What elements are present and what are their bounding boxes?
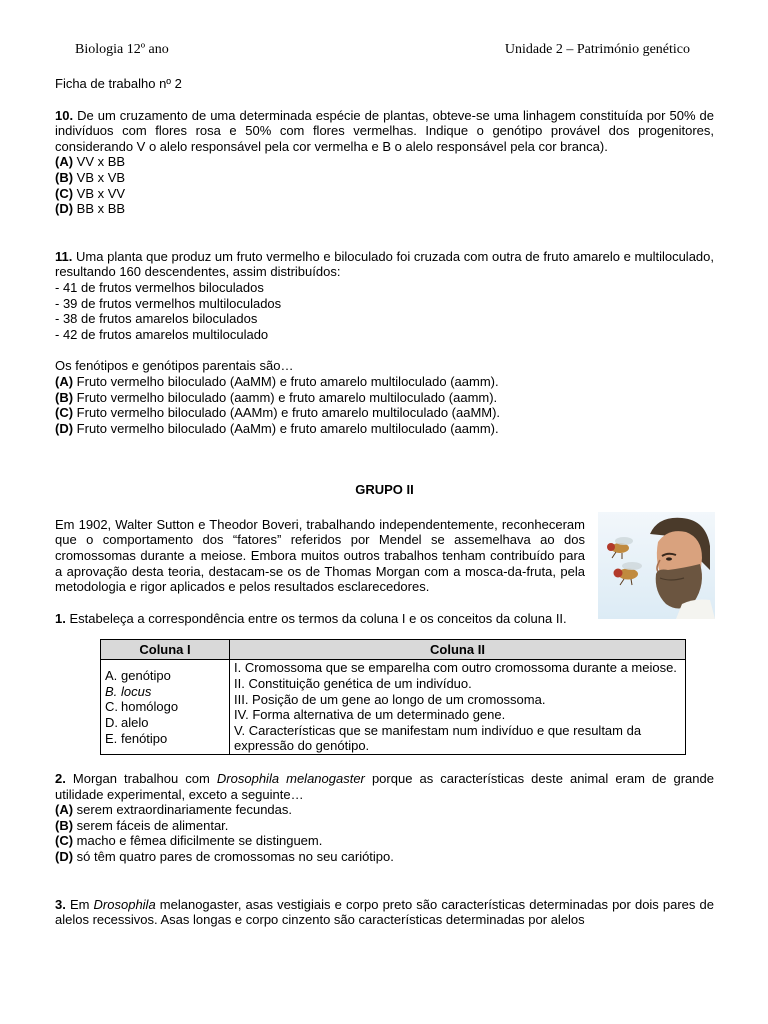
q10-option-a: (A) VV x BB: [55, 154, 126, 170]
question-1: 1. Estabeleça a correspondência entre os termos da coluna I e os conceitos da coluna II.: [55, 610, 567, 626]
q11-option-c: (C) Fruto vermelho biloculado (AAMm) e fruto amarelo multiloculado (aaMM).: [55, 405, 501, 421]
concept-ii: II. Constituição genética de um indivíduo.: [234, 676, 472, 692]
term-b: B. locus: [105, 683, 152, 699]
column-ii-header: Coluna II: [230, 640, 686, 660]
header-unit: Unidade 2 – Património genético: [504, 42, 690, 57]
worksheet-content: [55, 76, 714, 928]
term-c: C. homólogo: [105, 699, 179, 715]
intro-block: [55, 517, 714, 595]
term-a: A. genótipo: [105, 668, 171, 684]
section-title-grupo-ii: GRUPO II: [355, 482, 414, 498]
column-ii-concepts: [230, 660, 686, 755]
q11-option-b: (B) Fruto vermelho biloculado (aamm) e fruto amarelo multiloculado (aamm).: [55, 389, 498, 405]
q11-result-4: - 42 de frutos amarelos multiloculado: [55, 326, 269, 342]
column-i-header: Coluna I: [101, 640, 230, 660]
q10-option-b: (B) VB x VB: [55, 169, 126, 185]
q11-option-d: (D) Fruto vermelho biloculado (AaMm) e fruto amarelo multiloculado (aamm).: [55, 420, 499, 436]
concept-iv: IV. Forma alternativa de um determinado gene.: [234, 707, 506, 723]
q10-option-d: (D) BB x BB: [55, 201, 126, 217]
question-3: 3. Em Drosophila melanogaster, asas vestigiais e corpo preto são características determinadas por dois pares de alelos recessivos. Asas longas e corpo cinzento são características determinadas por alelos: [55, 896, 714, 928]
matching-table: [100, 639, 686, 755]
q2-option-b: (B) serem fáceis de alimentar.: [55, 817, 229, 833]
column-i-terms: [101, 660, 230, 755]
intro-paragraph: Em 1902, Walter Sutton e Theodor Boveri, trabalhando independentemente, reconheceram que o comportamento dos “fatores” referidos por Mendel se assemelhava ao dos cromossomas durante a meiose. Embora muitos outros trabalhos tenham contribuído para a aprovação desta teoria, destacam-se os de Thomas Morgan com a mosca-da-fruta, pela metodologia e rigor aplicados e pelos resultados esclarecedores.: [55, 516, 585, 595]
header-subject: Biologia 12º ano: [75, 42, 169, 57]
q2-option-a: (A) serem extraordinariamente fecundas.: [55, 802, 293, 818]
q10-option-c: (C) VB x VV: [55, 185, 126, 201]
question-10: 10. De um cruzamento de uma determinada espécie de plantas, obteve-se uma linhagem constituída por 50% de indivíduos com flores rosa e 50% com flores vermelhas. Indique o genótipo provável dos progenitores, considerando V o alelo responsável pela cor vermelha e B o alelo responsável pela cor branca).: [55, 107, 714, 154]
q11-result-3: - 38 de frutos amarelos biloculados: [55, 311, 258, 327]
q11-result-2: - 39 de frutos vermelhos multiloculados: [55, 295, 282, 311]
term-d: D. alelo: [105, 715, 149, 731]
q2-option-c: (C) macho e fêmea dificilmente se distinguem.: [55, 833, 323, 849]
concept-iii: III. Posição de um gene ao longo de um cromossoma.: [234, 691, 546, 707]
concept-i: I. Cromossoma que se emparelha com outro cromossoma durante a meiose.: [234, 660, 677, 676]
concept-v: V. Características que se manifestam num indivíduo e que resultam da expressão do genótipo.: [234, 722, 642, 754]
term-e: E. fenótipo: [105, 730, 168, 746]
morgan-portrait-image: [598, 512, 715, 619]
q11-prompt: Os fenótipos e genótipos parentais são…: [55, 358, 294, 374]
q2-option-d: (D) só têm quatro pares de cromossomas no seu cariótipo.: [55, 848, 394, 864]
q11-option-a: (A) Fruto vermelho biloculado (AaMM) e fruto amarelo multiloculado (aamm).: [55, 373, 499, 389]
q11-result-1: - 41 de frutos vermelhos biloculados: [55, 279, 264, 295]
worksheet-title: Ficha de trabalho nº 2: [55, 76, 182, 91]
question-11: 11. Uma planta que produz um fruto vermelho e biloculado foi cruzada com outra de fruto amarelo e multiloculado, resultando 160 descendentes, assim distribuídos:: [55, 248, 714, 280]
question-2: 2. Morgan trabalhou com Drosophila melanogaster porque as características deste animal eram de grande utilidade experimental, exceto a seguinte…: [55, 771, 714, 802]
